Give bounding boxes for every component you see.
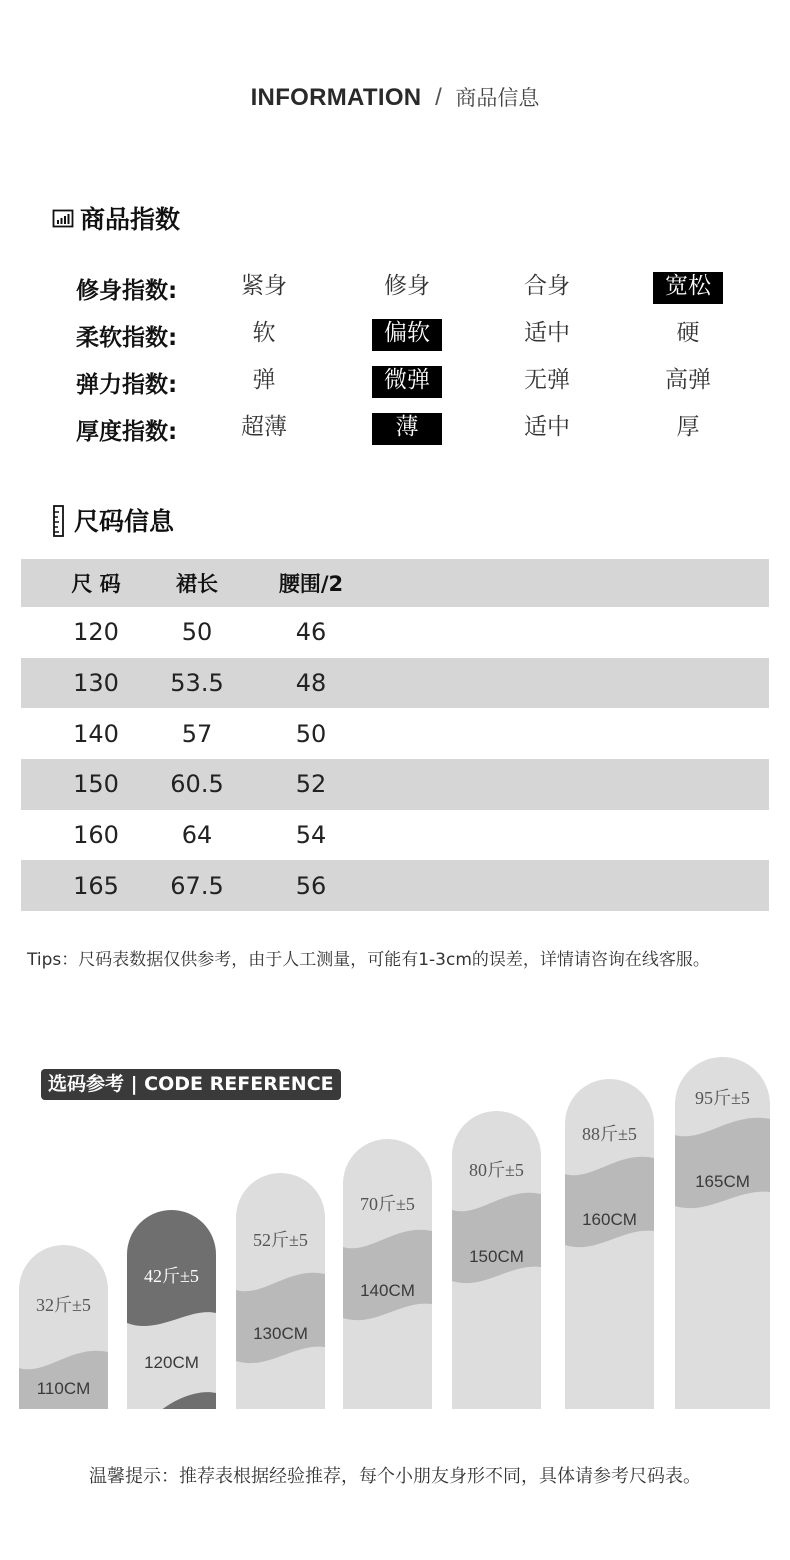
size-title-text: 尺码信息 [74, 507, 175, 536]
index-option: 厚 [676, 414, 700, 440]
index-title-text: 商品指数 [80, 205, 181, 234]
index-option: 合身 [524, 273, 570, 299]
header-title-en: INFORMATION [250, 84, 422, 111]
table-cell: 52 [295, 770, 327, 799]
index-option: 无弹 [524, 367, 570, 393]
size-bar [675, 1057, 770, 1409]
table-cell: 50 [181, 618, 213, 647]
table-cell: 48 [295, 669, 327, 698]
index-option: 高弹 [665, 367, 711, 393]
column-header-length: 裙长 [176, 572, 218, 596]
bar-height-label: 140CM [360, 1281, 415, 1300]
index-option: 软 [252, 320, 276, 346]
index-option: 超薄 [241, 414, 287, 440]
size-bar [236, 1173, 325, 1409]
table-cell: 46 [295, 618, 327, 647]
column-header-size: 尺 码 [71, 572, 121, 596]
bar-weight-label: 52斤±5 [253, 1230, 308, 1250]
header-title-cn: 商品信息 [455, 86, 540, 110]
index-option: 修身 [384, 273, 430, 299]
index-option-selected: 宽松 [653, 272, 723, 304]
index-option: 紧身 [241, 273, 287, 299]
table-cell: 60.5 [170, 770, 224, 799]
index-row-label: 厚度指数: [76, 419, 178, 445]
bar-weight-label: 70斤±5 [360, 1194, 415, 1214]
table-cell: 53.5 [170, 669, 224, 698]
index-option-selected: 微弹 [372, 366, 442, 398]
bar-height-label: 110CM [36, 1379, 91, 1398]
index-option: 适中 [524, 320, 570, 346]
table-cell: 54 [295, 821, 327, 850]
size-bar [343, 1139, 432, 1409]
column-header-waist: 腰围/2 [278, 572, 344, 596]
index-row-label: 修身指数: [76, 278, 178, 304]
bar-height-label: 120CM [144, 1353, 199, 1372]
table-cell: 64 [181, 821, 213, 850]
bar-weight-label: 42斤±5 [144, 1266, 199, 1286]
size-bar [127, 1210, 216, 1409]
table-cell: 165 [73, 871, 119, 900]
bar-height-label: 130CM [253, 1324, 308, 1343]
index-option-selected: 偏软 [372, 319, 442, 351]
table-cell: 67.5 [170, 871, 224, 900]
bar-height-label: 160CM [582, 1210, 637, 1229]
table-cell: 57 [181, 719, 213, 748]
bar-weight-label: 80斤±5 [469, 1160, 524, 1180]
header-separator: / [435, 84, 442, 111]
index-row-label: 柔软指数: [76, 325, 178, 351]
table-cell: 150 [73, 770, 119, 799]
index-row-label: 弹力指数: [76, 372, 178, 398]
index-option: 弹 [252, 367, 276, 393]
table-cell: 130 [73, 669, 119, 698]
index-option-selected: 薄 [372, 413, 442, 445]
index-option: 硬 [676, 320, 700, 346]
bar-height-label: 150CM [469, 1247, 524, 1266]
size-tips: Tips：尺码表数据仅供参考，由于人工测量，可能有1-3cm的误差，详情请咨询在线客服。 [27, 950, 710, 970]
bar-weight-label: 95斤±5 [695, 1088, 750, 1108]
table-cell: 120 [73, 618, 119, 647]
index-option: 适中 [524, 414, 570, 440]
code-reference-badge: 选码参考 | CODE REFERENCE [41, 1069, 341, 1100]
table-cell: 56 [295, 871, 327, 900]
size-bar [19, 1245, 108, 1441]
table-cell: 160 [73, 821, 119, 850]
footer-note: 温馨提示：推荐表根据经验推荐，每个小朋友身形不同，具体请参考尺码表。 [89, 1466, 701, 1487]
bar-weight-label: 88斤±5 [582, 1124, 637, 1144]
table-cell: 50 [295, 719, 327, 748]
table-cell: 140 [73, 719, 119, 748]
bar-height-label: 165CM [695, 1172, 750, 1191]
bar-weight-label: 32斤±5 [36, 1295, 91, 1315]
